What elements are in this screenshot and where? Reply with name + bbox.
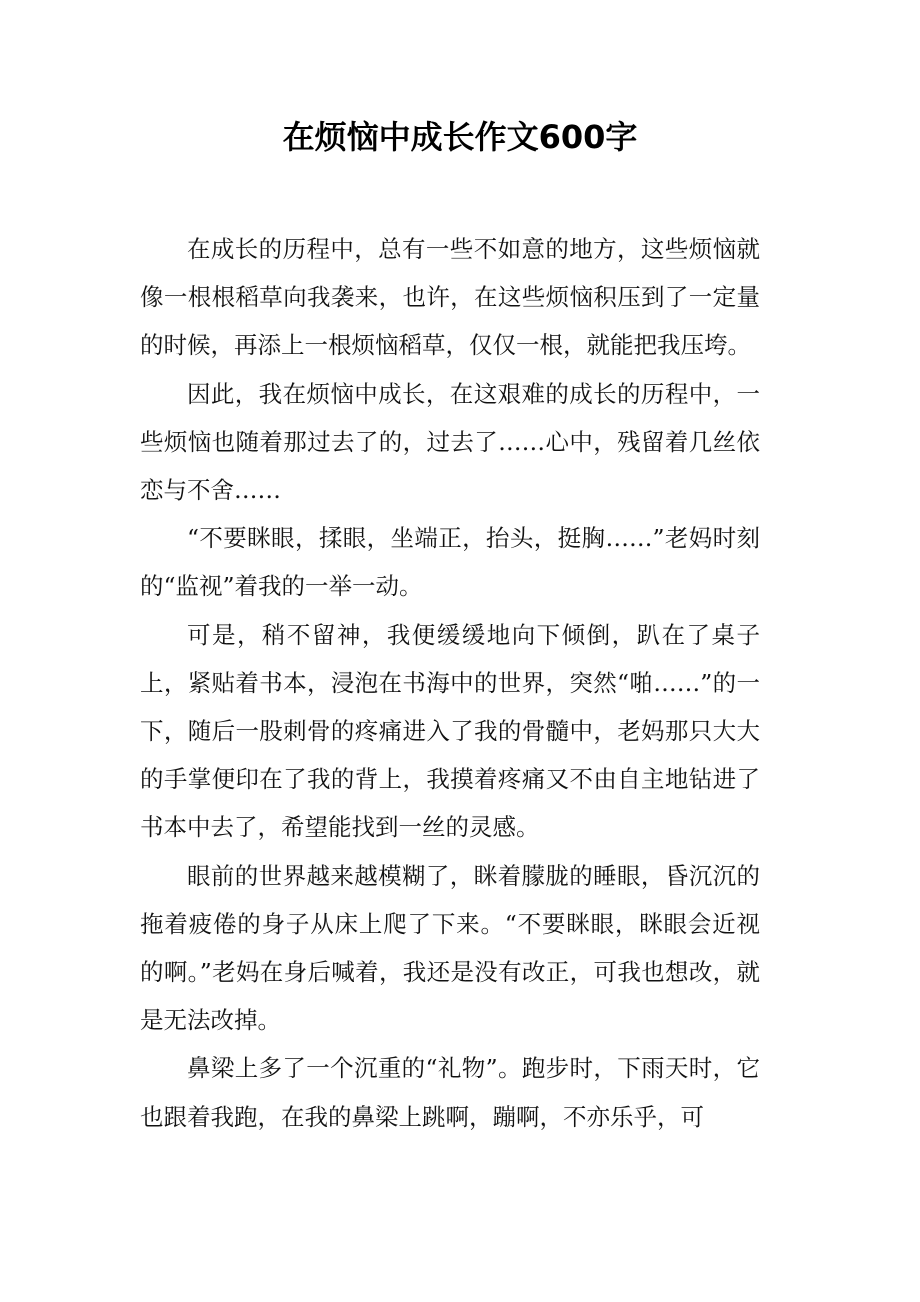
- paragraph-3: “不要眯眼，揉眼，坐端正，抬头，挺胸……”老妈时刻的“监视”着我的一举一动。: [140, 524, 760, 601]
- paragraph-5: 眼前的世界越来越模糊了，眯着朦胧的睡眼，昏沉沉的拖着疲倦的身子从床上爬了下来。“不要眯眼，眯眼会近视的啊。”老妈在身后喊着，我还是没有改正，可我也想改，就是无法改掉。: [140, 861, 760, 1035]
- document-body: [140, 225, 760, 1141]
- document-title: 在烦恼中成长作文600字: [282, 118, 638, 156]
- paragraph-4: 可是，稍不留神，我便缓缓地向下倾倒，趴在了桌子上，紧贴着书本，浸泡在书海中的世界，突然“啪……”的一下，随后一股刺骨的疼痛进入了我的骨髓中，老妈那只大大的手掌便印在了我的背上，我摸着疼痛又不由自主地钻进了书本中去了，希望能找到一丝的灵感。: [140, 620, 760, 842]
- paragraph-1: 在成长的历程中，总有一些不如意的地方，这些烦恼就像一根根稻草向我袭来，也许，在这些烦恼积压到了一定量的时候，再添上一根烦恼稻草，仅仅一根，就能把我压垮。: [140, 235, 760, 360]
- paragraph-6: 鼻梁上多了一个沉重的“礼物”。跑步时，下雨天时，它也跟着我跑，在我的鼻梁上跳啊，蹦啊，不亦乐乎，可: [140, 1054, 760, 1131]
- paragraph-2: 因此，我在烦恼中成长，在这艰难的成长的历程中，一些烦恼也随着那过去了的，过去了……心中，残留着几丝依恋与不舍……: [140, 379, 760, 505]
